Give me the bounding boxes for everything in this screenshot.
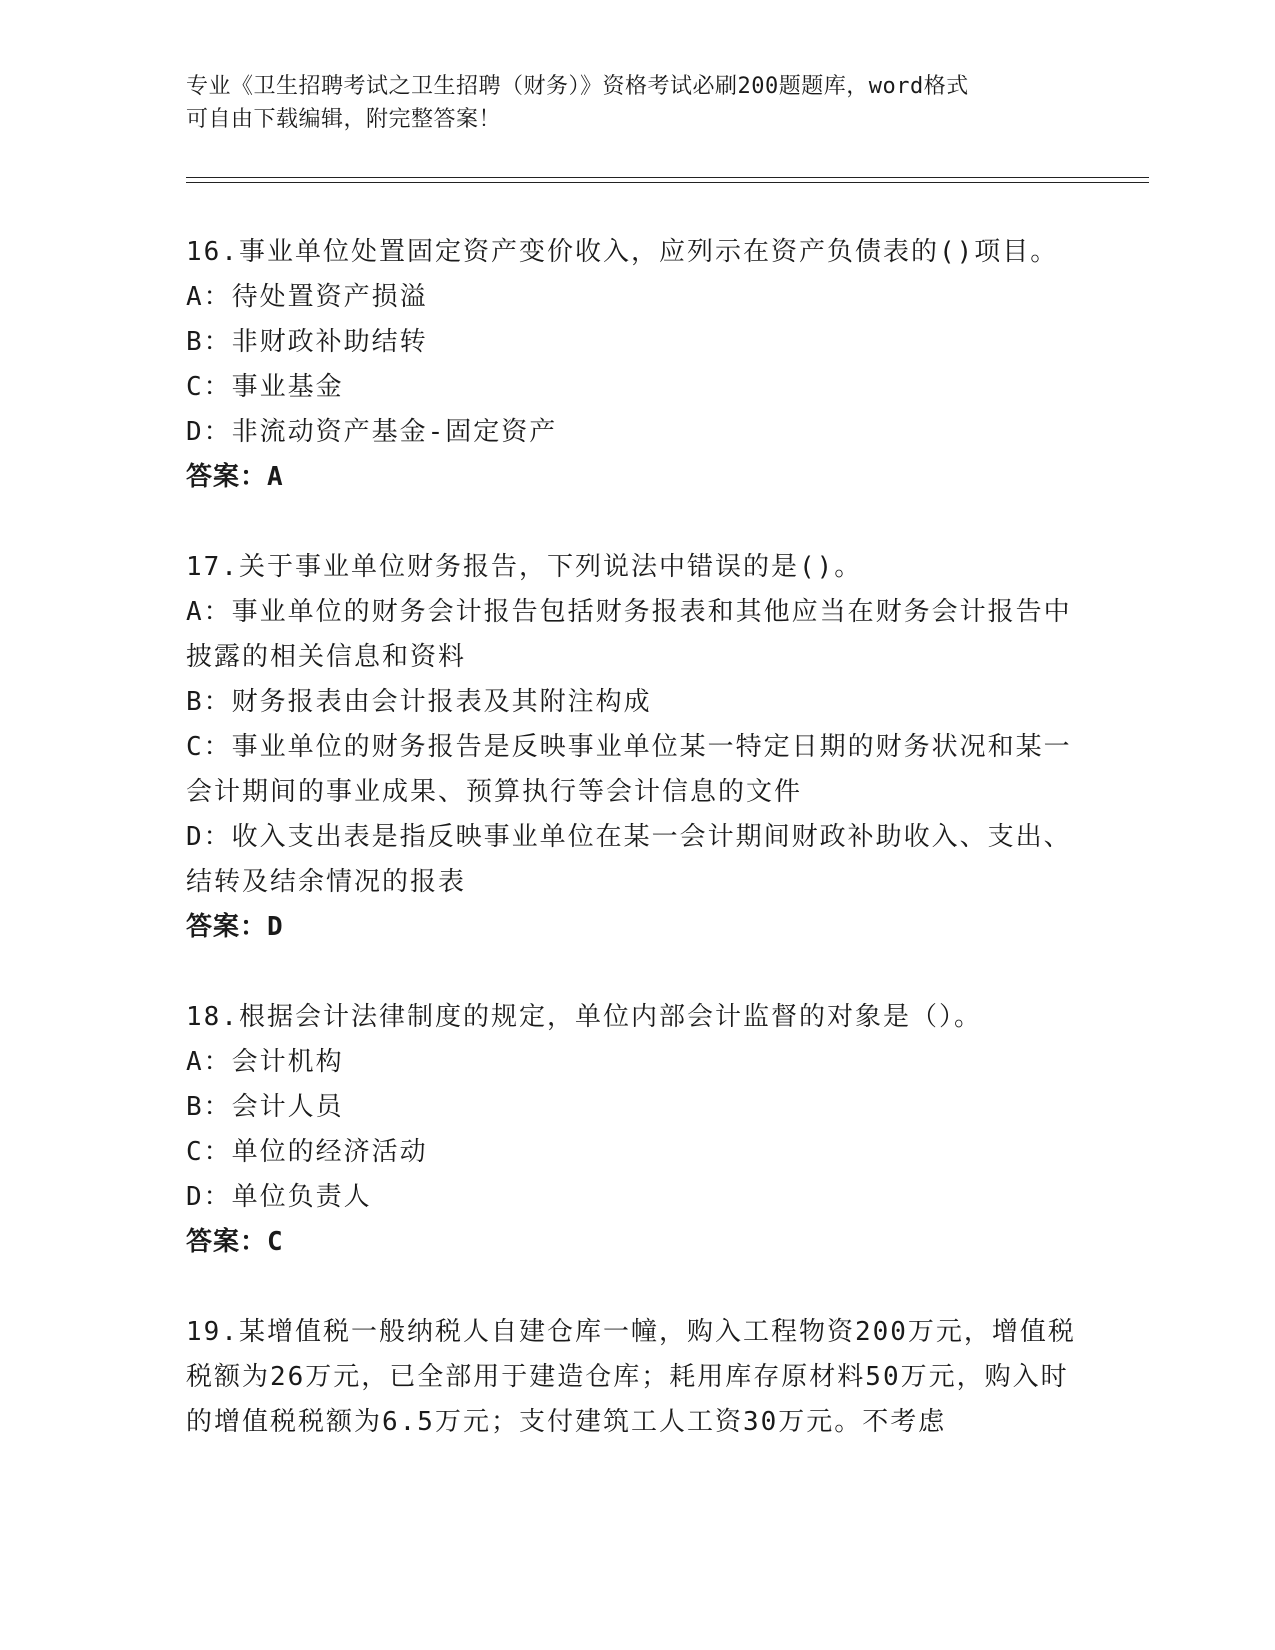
question-stem: 18.根据会计法律制度的规定，单位内部会计监督的对象是（）。 <box>186 1002 982 1032</box>
question-stem: 19.某增值税一般纳税人自建仓库一幢，购入工程物资200万元，增值税税额为26万元，已全部用于建造仓库；耗用库存原材料50万元，购入时的增值税税额为6.5万元；支付建筑工人工资30万元。不考虑 <box>186 1317 1076 1437</box>
header-rule-top <box>186 177 1149 178</box>
document-header <box>186 70 1066 136</box>
option-d: D：收入支出表是指反映事业单位在某一会计期间财政补助收入、支出、结转及结余情况的报表 <box>186 822 1072 897</box>
question-18 <box>186 995 1076 1265</box>
answer: 答案：A <box>186 462 284 492</box>
option-b: B：会计人员 <box>186 1092 344 1122</box>
question-19 <box>186 1310 1076 1445</box>
option-a: A：事业单位的财务会计报告包括财务报表和其他应当在财务会计报告中披露的相关信息和资料 <box>186 597 1072 672</box>
header-line-2: 可自由下载编辑，附完整答案！ <box>186 107 502 132</box>
option-a: A：待处置资产损溢 <box>186 282 428 312</box>
option-b: B：财务报表由会计报表及其附注构成 <box>186 687 652 717</box>
option-c: C：单位的经济活动 <box>186 1137 428 1167</box>
option-b: B：非财政补助结转 <box>186 327 428 357</box>
question-stem: 16.事业单位处置固定资产变价收入，应列示在资产负债表的()项目。 <box>186 237 1059 267</box>
header-line-1: 专业《卫生招聘考试之卫生招聘（财务）》资格考试必刷200题题库，word格式 <box>186 74 969 99</box>
header-rule-bottom <box>186 182 1149 183</box>
option-c: C：事业单位的财务报告是反映事业单位某一特定日期的财务状况和某一会计期间的事业成果、预算执行等会计信息的文件 <box>186 732 1072 807</box>
question-16 <box>186 230 1076 500</box>
option-a: A：会计机构 <box>186 1047 344 1077</box>
option-d: D：非流动资产基金-固定资产 <box>186 417 558 447</box>
option-c: C：事业基金 <box>186 372 344 402</box>
question-list <box>186 230 1076 1490</box>
option-d: D：单位负责人 <box>186 1182 372 1212</box>
question-17 <box>186 545 1076 950</box>
question-stem: 17.关于事业单位财务报告，下列说法中错误的是()。 <box>186 552 863 582</box>
answer: 答案：C <box>186 1227 284 1257</box>
answer: 答案：D <box>186 912 284 942</box>
